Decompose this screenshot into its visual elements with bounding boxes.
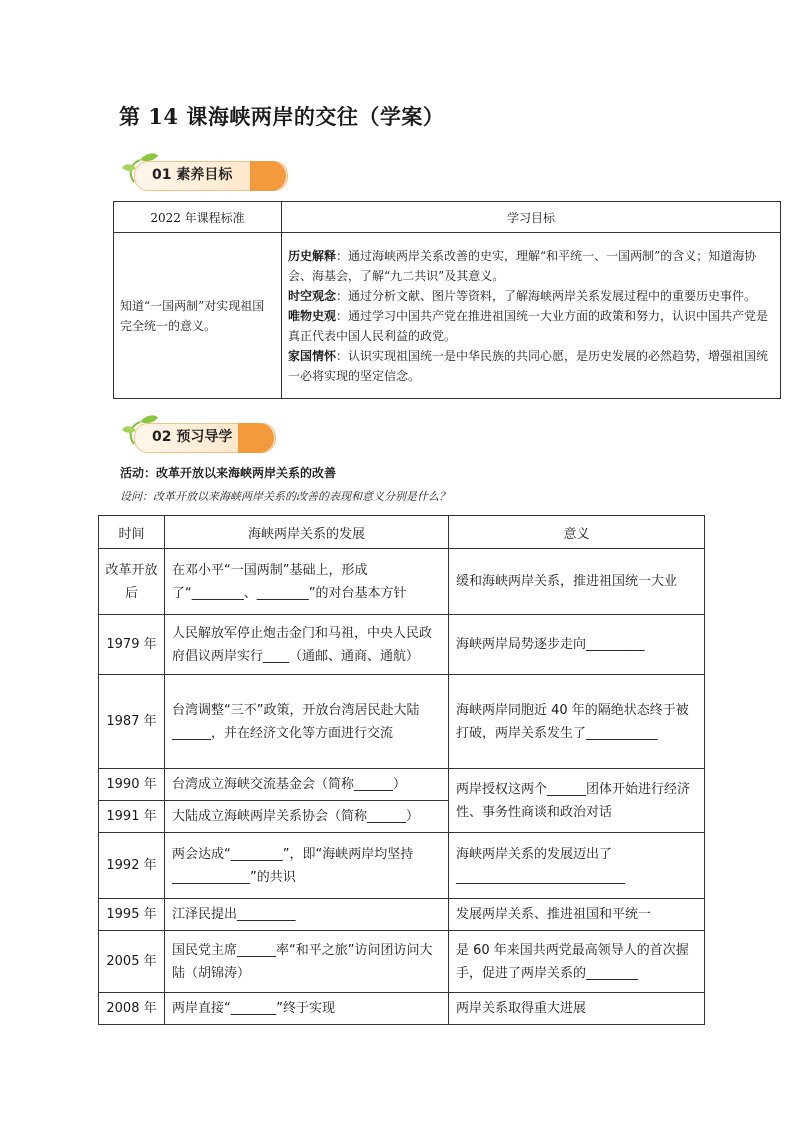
table-row: 1995 年 江泽民提出_________ 发展两岸关系、推进祖国和平统一 <box>99 899 705 931</box>
section-badge-label: 02 预习导学 <box>152 429 233 445</box>
table-row: 1987 年 台湾调整“三不”政策，开放台湾居民赴大陆______，并在经济文化等方面进行交流 海峡两岸同胞近 40 年的隔绝状态终于被打破，两岸关系发生了___________ <box>99 675 705 769</box>
activity-question: 设问：改革开放以来海峡两岸关系的改善的表现和意义分别是什么？ <box>120 490 450 503</box>
activity-title: 活动：改革开放以来海峡两岸关系的改善 <box>120 466 337 480</box>
goal-item: 历史解释：通过海峡两岸关系改善的史实，理解“和平统一、一国两制”的含义；知道海协会、海基会，了解“九二共识”及其意义。 <box>288 248 757 283</box>
page-title: 第 14 课海峡两岸的交往（学案） <box>119 104 445 129</box>
table-row: 2008 年 两岸直接“_______”终于实现 两岸关系取得重大进展 <box>99 993 705 1025</box>
table-row: 2005 年 国民党主席______率“和平之旅”访问团访问大陆（胡锦涛） 是 60 年来国共两党最高领导人的首次握手，促进了两岸关系的________ <box>99 931 705 993</box>
section-badge-label: 01 素养目标 <box>152 167 233 183</box>
table-row: 1990 年 台湾成立海峡交流基金会（简称______） 两岸授权这两个______团体开始进行经济性、事务性商谈和政治对话 <box>99 769 705 801</box>
header-standard: 2022 年课程标准 <box>114 202 282 233</box>
header-time: 时间 <box>99 516 165 549</box>
goal-item: 家国情怀：认识实现祖国统一是中华民族的共同心愿，是历史发展的必然趋势，增强祖国统一必将实现的坚定信念。 <box>288 348 769 383</box>
goal-item: 时空观念：通过分析文献、图片等资料，了解海峡两岸关系发展过程中的重要历史事件。 <box>288 288 757 303</box>
goal-item: 唯物史观：通过学习中国共产党在推进祖国统一大业方面的政策和努力，认识中国共产党是真正代表中国人民利益的政党。 <box>288 308 769 343</box>
table-row: 1979 年 人民解放军停止炮击金门和马祖，中央人民政府倡议两岸实行____（通邮、通商、通航） 海峡两岸局势逐步走向_________ <box>99 615 705 675</box>
curriculum-standard: 知道“一国两制”对实现祖国完全统一的意义。 <box>114 233 282 399</box>
section-badge-preview <box>120 410 300 460</box>
table-row: 1991 年 大陆成立海峡两岸关系协会（简称______） <box>99 801 705 833</box>
section-badge-objectives <box>120 148 300 198</box>
header-development: 海峡两岸关系的发展 <box>165 516 449 549</box>
objectives-table <box>113 201 781 399</box>
learning-goals <box>282 233 781 399</box>
table-row: 改革开放后 在邓小平“一国两制”基础上，形成了“________、________”的对台基本方针 缓和海峡两岸关系，推进祖国统一大业 <box>99 549 705 615</box>
header-goal: 学习目标 <box>282 202 781 233</box>
table-row: 1992 年 两会达成“________”，即“海峡两岸均坚持____________”的共识 海峡两岸关系的发展迈出了__________________________ <box>99 833 705 899</box>
header-significance: 意义 <box>449 516 705 549</box>
relations-table <box>98 515 705 1025</box>
